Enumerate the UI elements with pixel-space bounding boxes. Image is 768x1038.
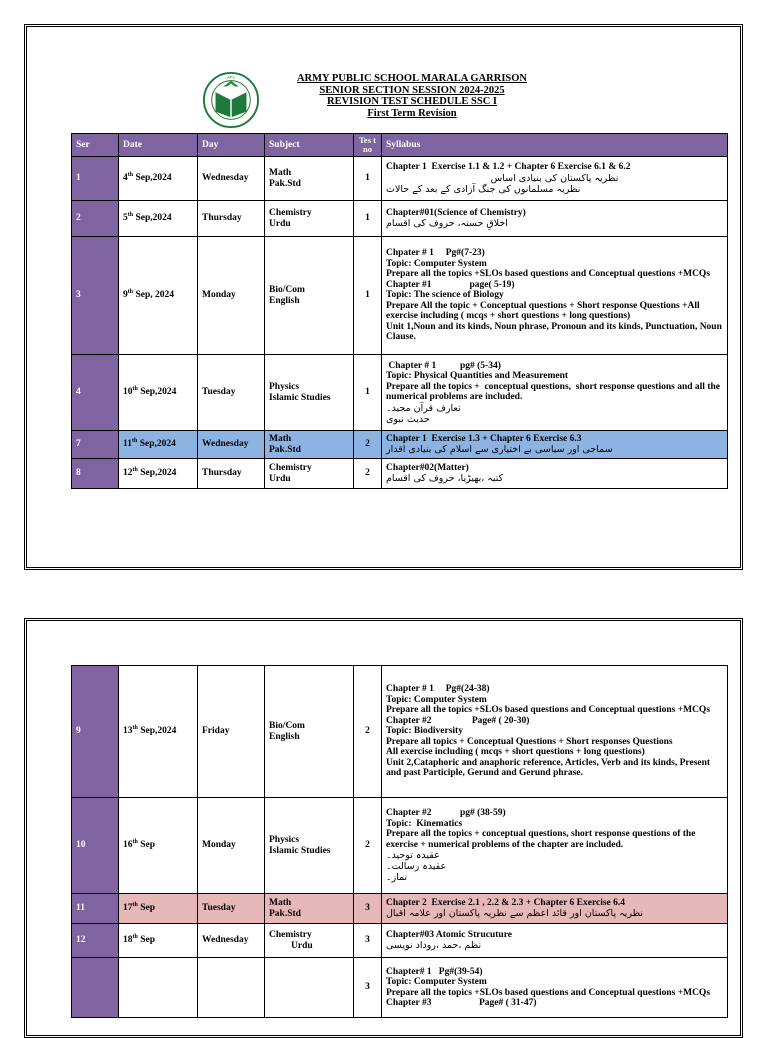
date-rest: Sep xyxy=(137,840,156,851)
col-header-subject: Subject xyxy=(265,134,354,157)
title-block xyxy=(262,73,562,119)
date-rest: Sep,2024 xyxy=(137,468,177,479)
test-no-cell: 2 xyxy=(354,431,382,459)
subject-line: Chemistry xyxy=(269,208,312,218)
day-cell: Wednesday xyxy=(198,431,265,459)
urdu-line: سماجی اور سیاسی بے اختیاری سے اسلام کی بنیادی اقدار xyxy=(386,444,613,456)
ser-cell: 8 xyxy=(72,459,119,489)
syllabus-line: Chapter # 1 pg# (5-34) xyxy=(386,360,501,371)
syllabus-line: Topic: Computer System xyxy=(386,694,487,705)
svg-text:APS: APS xyxy=(227,74,235,80)
table-row xyxy=(72,157,728,201)
date-cell xyxy=(119,201,198,237)
syllabus-line: Chpater # 1 Pg#(7-23) xyxy=(386,248,485,259)
date-cell xyxy=(119,958,198,1018)
day-cell: Wednesday xyxy=(198,924,265,958)
date-cell xyxy=(119,237,198,355)
syllabus-line: Chapter #3 Page# ( 31-47) xyxy=(386,998,537,1008)
subject-line: Islamic Studies xyxy=(269,845,331,856)
subject-cell xyxy=(265,924,354,958)
test-no-cell: 1 xyxy=(354,237,382,355)
date-cell xyxy=(119,666,198,798)
date-suffix: th xyxy=(132,934,138,941)
test-no-cell: 2 xyxy=(354,666,382,798)
date-rest: Sep,2024 xyxy=(133,173,172,184)
table-row xyxy=(72,431,728,459)
subject-line: Chemistry xyxy=(269,463,312,473)
col-header-syllabus: Syllabus xyxy=(382,134,728,157)
subject-cell xyxy=(265,798,354,894)
subject-line: Urdu xyxy=(269,218,291,229)
date-day: 17 xyxy=(123,903,133,914)
date-suffix: th xyxy=(127,212,134,219)
syllabus-cell xyxy=(382,157,728,201)
syllabus-line: Prepare all the topics +SLOs based questions and Conceptual questions +MCQs xyxy=(386,705,711,716)
date-rest: Sep,2024 xyxy=(133,213,172,224)
syllabus-line: Topic: Kinematics xyxy=(386,818,463,829)
subject-line: Urdu xyxy=(291,940,313,951)
ser-cell: 2 xyxy=(72,201,119,237)
urdu-line: نظم ،حمد ،روداد نویسی xyxy=(386,940,482,952)
urdu-line: تعارف قرآن مجید۔ xyxy=(386,402,461,414)
syllabus-line: Topic: Computer System xyxy=(386,977,487,987)
ser-cell: 11 xyxy=(72,894,119,924)
subject-line: Physics xyxy=(269,382,300,392)
date-suffix: th xyxy=(132,725,138,732)
date-rest: Sep xyxy=(137,903,156,914)
date-suffix: th xyxy=(131,438,138,445)
day-cell xyxy=(198,958,265,1018)
col-header-test-no: Tes t no xyxy=(354,134,382,157)
urdu-line: نظریہ پاکستان کی بنیادی اساس xyxy=(490,172,619,184)
urdu-line: عقیدہ توحید۔ xyxy=(386,850,440,861)
date-suffix: th xyxy=(127,289,134,296)
date-rest: Sep xyxy=(137,935,156,946)
section-session: SENIOR SECTION SESSION 2024-2025 xyxy=(319,84,505,96)
date-rest: Sep, 2024 xyxy=(133,290,175,301)
syllabus-line: Chapter # 1 Pg#(24-38) xyxy=(386,684,490,695)
table-header-row xyxy=(72,134,728,157)
syllabus-line: Chapter #2 pg# (38-59) xyxy=(386,808,506,818)
col-header-ser: Ser xyxy=(72,134,119,157)
day-cell: Monday xyxy=(198,237,265,355)
subject-line: English xyxy=(269,295,300,306)
date-day: 5 xyxy=(123,213,128,224)
document-page-2 xyxy=(24,618,743,1038)
subject-line: Pak.Std xyxy=(269,178,301,189)
date-rest: Sep,2024 xyxy=(137,726,177,737)
date-suffix: th xyxy=(132,839,138,846)
subject-line: Math xyxy=(269,168,292,178)
col-header-date: Date xyxy=(119,134,198,157)
syllabus-line: Topic: Biodiversity xyxy=(386,726,463,737)
table-row xyxy=(72,666,728,798)
syllabus-cell xyxy=(382,894,728,924)
syllabus-line: Chapter 2 Exercise 2.1 , 2.2 & 2.3 + Chapter 6 Exercise 6.4 xyxy=(386,897,626,908)
day-cell: Thursday xyxy=(198,201,265,237)
syllabus-line: Prepare All the topic + Conceptual questions + Short response Questions +All exercise including ( mcqs + short questions + long questions) xyxy=(386,300,703,322)
day-cell: Friday xyxy=(198,666,265,798)
urdu-line: نظریہ مسلمانوں کی جنگ آزادی کے بعد کے حالات xyxy=(386,183,581,195)
document-header xyxy=(202,71,722,131)
table-row xyxy=(72,201,728,237)
urdu-line: حدیث نبوی xyxy=(386,413,430,425)
date-day: 4 xyxy=(123,173,128,184)
schedule-table-continued xyxy=(71,665,728,1018)
date-cell xyxy=(119,459,198,489)
test-no-cell: 3 xyxy=(354,924,382,958)
date-day: 13 xyxy=(123,726,133,737)
subject-line: Islamic Studies xyxy=(269,392,331,403)
ser-cell: 10 xyxy=(72,798,119,894)
ser-cell: 4 xyxy=(72,355,119,431)
syllabus-cell xyxy=(382,431,728,459)
day-cell: Tuesday xyxy=(198,894,265,924)
syllabus-line: Prepare all the topics +SLOs based questions and Conceptual questions +MCQs xyxy=(386,987,711,998)
test-no-cell: 1 xyxy=(354,201,382,237)
syllabus-cell xyxy=(382,201,728,237)
term-title: First Term Revision xyxy=(367,107,457,119)
urdu-line: کتبہ ،بھیڑیا، حروف کی اقسام xyxy=(386,473,504,485)
ser-cell xyxy=(72,958,119,1018)
date-day: 12 xyxy=(123,468,133,479)
ser-cell: 7 xyxy=(72,431,119,459)
syllabus-line: Prepare all the topics + conceptual questions, short response questions of the exercise + numerical problems of the chapter are included. xyxy=(386,829,698,850)
date-suffix: th xyxy=(127,172,134,179)
day-cell: Thursday xyxy=(198,459,265,489)
date-cell xyxy=(119,431,198,459)
syllabus-line: Chapter 1 Exercise 1.1 & 1.2 + Chapter 6 Exercise 6.1 & 6.2 xyxy=(386,162,631,173)
syllabus-cell xyxy=(382,666,728,798)
syllabus-line: Chapter #2 Page# ( 20-30) xyxy=(386,715,530,726)
subject-line: Bio/Com xyxy=(269,285,305,295)
table-row xyxy=(72,459,728,489)
date-cell xyxy=(119,894,198,924)
date-cell xyxy=(119,924,198,958)
syllabus-line: Prepare all the topics + conceptual questions, short response questions and all the numerical problems are included. xyxy=(386,381,723,402)
schedule-title: REVISION TEST SCHEDULE SSC I xyxy=(326,96,497,107)
subject-line: English xyxy=(269,731,300,742)
syllabus-line: Chapter #1 page( 5-19) xyxy=(386,279,515,290)
subject-line: Bio/Com xyxy=(269,721,305,731)
subject-line: Physics xyxy=(269,835,300,845)
document-page-1 xyxy=(24,24,743,570)
urdu-line: نظریہ پاکستان اور قائد اعظم سے نظریہ پاکستان اور علامہ اقبال xyxy=(386,908,644,920)
syllabus-line: Topic: The science of Biology xyxy=(386,290,504,301)
table-row xyxy=(72,798,728,894)
date-day: 16 xyxy=(123,840,133,851)
table-row xyxy=(72,958,728,1018)
test-no-cell: 2 xyxy=(354,798,382,894)
date-suffix: th xyxy=(132,902,138,909)
syllabus-line: Chapter 1 Exercise 1.3 + Chapter 6 Exercise 6.3 xyxy=(386,433,582,444)
day-cell: Tuesday xyxy=(198,355,265,431)
subject-cell xyxy=(265,355,354,431)
subject-line: Urdu xyxy=(269,473,291,484)
urdu-line: اخلاقِ حسنہ، حروف کی اقسام xyxy=(386,218,508,230)
ser-cell: 9 xyxy=(72,666,119,798)
date-suffix: th xyxy=(132,467,138,474)
date-cell xyxy=(119,798,198,894)
subject-line: Chemistry xyxy=(269,930,312,940)
syllabus-line: Prepare all topics + Conceptual Questions + Short responses Questions xyxy=(386,736,673,747)
day-cell: Wednesday xyxy=(198,157,265,201)
syllabus-line: Topic: Computer System xyxy=(386,258,487,269)
date-cell xyxy=(119,157,198,201)
table-row xyxy=(72,237,728,355)
date-day: 10 xyxy=(123,387,133,398)
syllabus-cell xyxy=(382,958,728,1018)
syllabus-cell xyxy=(382,237,728,355)
syllabus-line: Chapter#01(Science of Chemistry) xyxy=(386,207,526,218)
table-row xyxy=(72,924,728,958)
test-no-cell: 3 xyxy=(354,958,382,1018)
subject-cell xyxy=(265,237,354,355)
subject-cell xyxy=(265,958,354,1018)
subject-line: Math xyxy=(269,434,292,444)
syllabus-line: Unit 1,Noun and its kinds, Noun phrase, Pronoun and its kinds, Punctuation, Noun Clause. xyxy=(386,321,725,343)
ser-cell: 12 xyxy=(72,924,119,958)
date-day: 11 xyxy=(123,439,132,450)
subject-cell xyxy=(265,431,354,459)
syllabus-line: Prepare all the topics +SLOs based questions and Conceptual questions +MCQs xyxy=(386,269,711,280)
syllabus-cell xyxy=(382,355,728,431)
syllabus-line: All exercise including ( mcqs + short questions + long questions) xyxy=(386,747,645,758)
syllabus-line: Chapter#02(Matter) xyxy=(386,462,469,473)
test-no-cell: 1 xyxy=(354,355,382,431)
schedule-table xyxy=(71,133,728,489)
test-no-cell: 1 xyxy=(354,157,382,201)
subject-cell xyxy=(265,666,354,798)
syllabus-line: Topic: Physical Quantities and Measurement xyxy=(386,371,569,381)
table-row xyxy=(72,355,728,431)
col-header-day: Day xyxy=(198,134,265,157)
subject-cell xyxy=(265,894,354,924)
subject-cell xyxy=(265,201,354,237)
subject-line: Pak.Std xyxy=(269,444,301,455)
test-no-cell: 3 xyxy=(354,894,382,924)
syllabus-cell xyxy=(382,459,728,489)
test-no-cell: 2 xyxy=(354,459,382,489)
subject-cell xyxy=(265,157,354,201)
syllabus-cell xyxy=(382,798,728,894)
subject-line: Pak.Std xyxy=(269,908,301,919)
ser-cell: 1 xyxy=(72,157,119,201)
day-cell: Monday xyxy=(198,798,265,894)
school-logo-icon xyxy=(202,71,260,129)
date-day: 9 xyxy=(123,290,128,301)
subject-line: Math xyxy=(269,898,292,908)
syllabus-line: Unit 2,Cataphoric and anaphoric reference, Articles, Verb and its kinds, Present and past Participle, Gerund and Gerund phrase. xyxy=(386,757,713,779)
date-day: 18 xyxy=(123,935,133,946)
date-suffix: th xyxy=(132,386,138,393)
date-cell xyxy=(119,355,198,431)
subject-cell xyxy=(265,459,354,489)
school-name: ARMY PUBLIC SCHOOL MARALA GARRISON xyxy=(296,73,528,84)
urdu-line: عقیدہ رسالت۔ xyxy=(386,861,447,872)
table-row xyxy=(72,894,728,924)
date-rest: Sep,2024 xyxy=(137,439,176,450)
syllabus-line: Chapter# 1 Pg#(39-54) xyxy=(386,966,483,977)
syllabus-cell xyxy=(382,924,728,958)
urdu-line: نماز۔ xyxy=(386,872,408,883)
date-rest: Sep,2024 xyxy=(137,387,177,398)
syllabus-line: Chapter#03 Atomic Strucuture xyxy=(386,929,512,940)
ser-cell: 3 xyxy=(72,237,119,355)
